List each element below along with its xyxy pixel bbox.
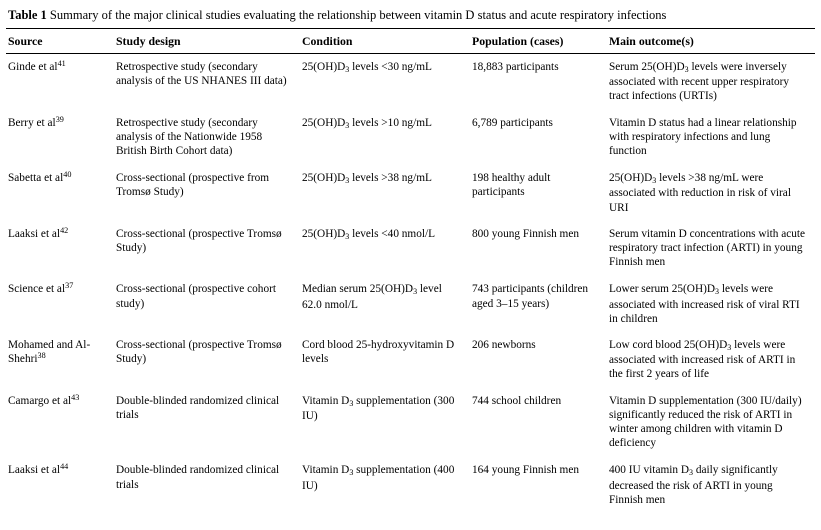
table-header-row — [6, 29, 815, 54]
cell-outcome — [607, 221, 815, 277]
condition-pre: Vitamin D — [302, 394, 350, 407]
cell-population: 206 newborns — [472, 339, 536, 352]
source-text: Laaksi et al — [8, 464, 61, 477]
condition-post: level 62.0 nmol/L — [302, 283, 442, 311]
cell-study-design: Retrospective study (secondary analysis of the Nationwide 1958 British Birth Cohort data) — [116, 116, 263, 158]
cell-source — [6, 276, 114, 332]
condition-pre: Cord blood 25-hydroxyvitamin D levels — [302, 339, 455, 366]
condition-pre: 25(OH)D — [302, 116, 346, 129]
cell-source — [6, 165, 114, 221]
condition-pre: 25(OH)D — [302, 172, 346, 185]
source-text: Laaksi et al — [8, 227, 61, 240]
clinical-studies-table — [6, 28, 815, 513]
source-text: Ginde et al — [8, 61, 58, 73]
outcome-subscript: 3 — [727, 343, 732, 353]
condition-post: levels <40 nmol/L — [349, 227, 436, 240]
table-row — [6, 332, 815, 388]
cell-study-design: Cross-sectional (prospective Tromsø Study) — [116, 339, 282, 366]
condition-subscript: 3 — [349, 398, 354, 408]
condition-subscript: 3 — [345, 176, 350, 186]
cell-source — [6, 332, 114, 388]
source-text: Camargo et al — [8, 394, 72, 407]
outcome-post: levels >38 ng/mL were associated with reduction in risk of viral URI — [609, 172, 791, 214]
source-reference: 43 — [71, 392, 80, 402]
cell-population: 743 participants (children aged 3–15 years) — [472, 283, 589, 310]
outcome-pre: Lower serum 25(OH)D — [609, 283, 716, 296]
condition-subscript: 3 — [345, 231, 350, 241]
outcome-post: levels were inversely associated with recent upper respiratory tract infections (URTIs) — [609, 61, 790, 103]
table-row — [6, 165, 815, 221]
caption-text: Summary of the major clinical studies evaluating the relationship between vitamin D status and acute respiratory infections — [49, 8, 667, 22]
cell-source — [6, 388, 114, 458]
source-reference: 39 — [55, 114, 64, 124]
table-row — [6, 54, 815, 110]
outcome-post: levels were associated with increased risk of viral RTI in children — [609, 283, 800, 325]
cell-population: 6,789 participants — [472, 116, 553, 129]
condition-pre: Median serum 25(OH)D — [302, 283, 414, 296]
cell-outcome — [607, 457, 815, 513]
source-text: Mohamed and Al-Shehri — [8, 339, 91, 366]
condition-pre: Vitamin D — [302, 464, 350, 477]
column-header-population: Population (cases) — [470, 29, 607, 54]
cell-condition — [300, 221, 470, 277]
table-row — [6, 388, 815, 458]
column-header-source: Source — [6, 29, 114, 54]
outcome-pre: Vitamin D status had a linear relationship with respiratory infections and lung function — [609, 116, 797, 158]
source-text: Sabetta et al — [8, 172, 64, 185]
column-header-study-design: Study design — [114, 29, 300, 54]
table-caption — [6, 6, 815, 28]
outcome-pre: Vitamin D supplementation (300 IU/daily) significantly reduced the risk of ARTI in winter among children with vitamin D deficiency — [609, 394, 802, 450]
column-header-condition: Condition — [300, 29, 470, 54]
cell-study-design: Double-blinded randomized clinical trials — [116, 394, 280, 421]
cell-population: 18,883 participants — [472, 61, 559, 73]
outcome-subscript: 3 — [715, 287, 720, 297]
table-row — [6, 276, 815, 332]
cell-condition — [300, 388, 470, 458]
cell-population: 744 school children — [472, 394, 562, 407]
cell-condition — [300, 276, 470, 332]
condition-post: levels >38 ng/mL — [349, 172, 432, 185]
table-row — [6, 110, 815, 166]
source-text: Berry et al — [8, 116, 56, 129]
outcome-subscript: 3 — [689, 468, 694, 478]
table-header — [6, 29, 815, 54]
cell-study-design: Retrospective study (secondary analysis of the US NHANES III data) — [116, 61, 287, 88]
outcome-pre: Serum 25(OH)D — [609, 61, 685, 73]
cell-population: 800 young Finnish men — [472, 227, 580, 240]
cell-condition — [300, 54, 470, 110]
cell-source — [6, 457, 114, 513]
condition-pre: 25(OH)D — [302, 61, 346, 73]
cell-population: 164 young Finnish men — [472, 464, 580, 477]
condition-post: levels <30 ng/mL — [349, 61, 432, 73]
outcome-subscript: 3 — [684, 65, 689, 74]
condition-post: levels >10 ng/mL — [349, 116, 432, 129]
condition-subscript: 3 — [345, 120, 350, 130]
cell-study-design: Cross-sectional (prospective cohort study) — [116, 283, 276, 310]
cell-outcome — [607, 276, 815, 332]
cell-outcome — [607, 165, 815, 221]
table-row — [6, 221, 815, 277]
source-reference: 38 — [37, 351, 46, 361]
cell-outcome — [607, 110, 815, 166]
condition-pre: 25(OH)D — [302, 227, 346, 240]
cell-condition — [300, 165, 470, 221]
cell-source — [6, 221, 114, 277]
outcome-subscript: 3 — [652, 176, 657, 186]
cell-source — [6, 110, 114, 166]
source-reference: 42 — [60, 225, 69, 235]
cell-source — [6, 54, 114, 110]
source-reference: 44 — [60, 462, 69, 472]
cell-population: 198 healthy adult participants — [472, 172, 551, 199]
condition-subscript: 3 — [345, 65, 350, 74]
table-row — [6, 457, 815, 513]
condition-post: supplementation (400 IU) — [302, 464, 455, 492]
source-reference: 40 — [63, 170, 72, 180]
cell-study-design: Cross-sectional (prospective Tromsø Study) — [116, 227, 282, 255]
column-header-main-outcomes: Main outcome(s) — [607, 29, 815, 54]
cell-outcome — [607, 332, 815, 388]
source-text: Science et al — [8, 283, 66, 296]
table-body — [6, 54, 815, 514]
outcome-pre: Serum vitamin D concentrations with acute respiratory tract infection (ARTI) in young Finnish men — [609, 227, 806, 269]
cell-outcome — [607, 54, 815, 110]
source-reference: 37 — [65, 281, 74, 291]
cell-outcome — [607, 388, 815, 458]
source-reference: 41 — [57, 59, 66, 68]
cell-study-design: Double-blinded randomized clinical trials — [116, 464, 280, 491]
outcome-post: levels were associated with increased risk of ARTI in the first 2 years of life — [609, 339, 796, 381]
caption-label: Table 1 — [8, 8, 47, 22]
outcome-post: daily significantly decreased the risk of ARTI in young Finnish men — [609, 464, 778, 506]
cell-study-design: Cross-sectional (prospective from Tromsø Study) — [116, 172, 270, 199]
outcome-pre: Low cord blood 25(OH)D — [609, 339, 728, 352]
cell-condition — [300, 110, 470, 166]
outcome-pre: 25(OH)D — [609, 172, 653, 185]
cell-condition — [300, 332, 470, 388]
condition-post: supplementation (300 IU) — [302, 394, 455, 422]
outcome-pre: 400 IU vitamin D — [609, 464, 690, 477]
condition-subscript: 3 — [349, 468, 354, 478]
cell-condition — [300, 457, 470, 513]
condition-subscript: 3 — [413, 287, 418, 297]
